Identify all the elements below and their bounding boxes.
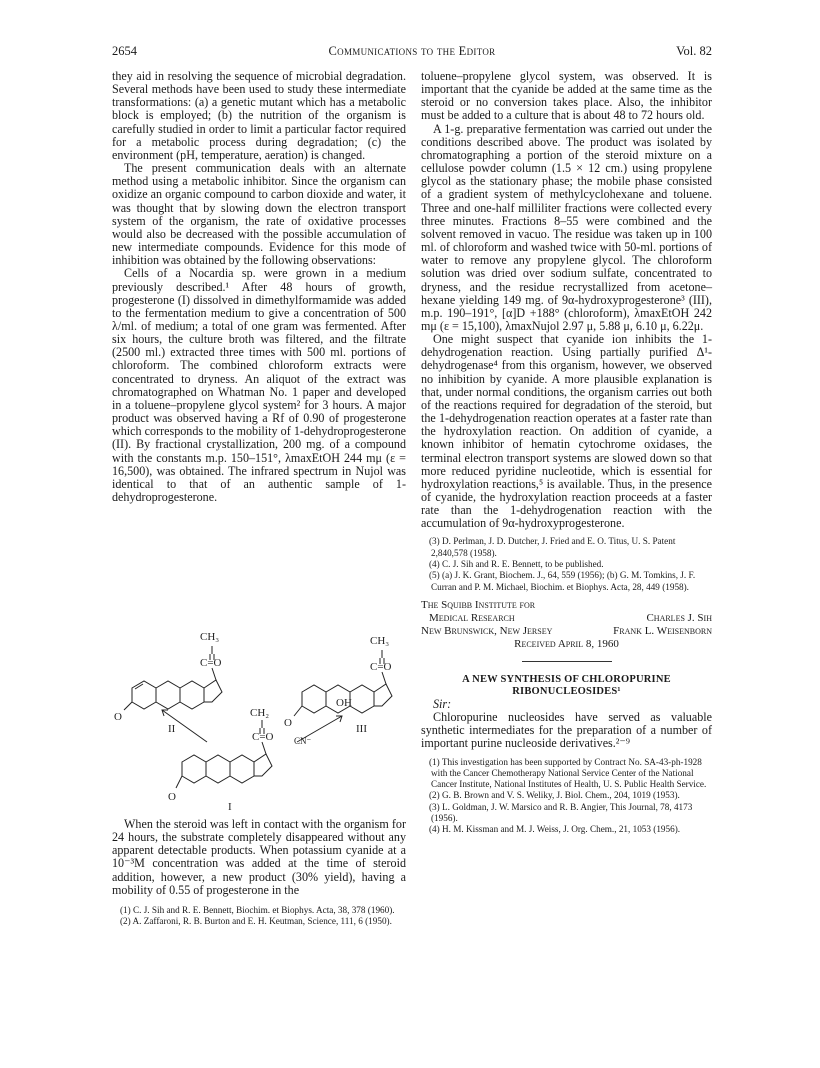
- paragraph: toluene–propylene glycol system, was observed. It is important that the cyanide be added at the same time as the steroid or no conversion takes place. Also, the inhibitor must be added to a culture that is about 48 to 72 hours old.: [421, 69, 712, 123]
- paragraph: Cells of a Nocardia sp. were grown in a medium previously described.¹ After 48 hours of growth, progesterone (I) dissolved in dimethylformamide was added to the fermentation medium to give a concentration of 500 λ/ml. of medium; a total of one gram was fermented. After six hours, the culture broth was filtered, and the filtrate (2500 ml.) extracted three times with 500 ml. portions of chloroform. The combined chloroform extracts were concentrated to dryness. An aliquot of the extract was chromatographed on Whatman No. 1 paper and developed in a toluene–propylene glycol system² for 3 hours. A major product was observed having a Rf of 0.90 of progesterone which corresponds to the mobility of 1-dehydroprogesterone (II). By fractional crystallization, 200 mg. of a compound with the constants m.p. 150–151°, λmaxEtOH 244 mμ (ε = 16,500), was obtained. The infrared spectrum in Nujol was identical to that of an authentic sample of 1-dehydroprogesterone.: [112, 266, 406, 504]
- footnote: (5) (a) J. K. Grant, Biochem. J., 64, 559 (1956); (b) G. M. Tomkins, J. F. Curran and P. M. Michael, Biochim. et Biophys. Acta, 28, 449 (1958).: [429, 570, 696, 592]
- footnote: (2) G. B. Brown and V. S. Weliky, J. Biol. Chem., 204, 1019 (1953).: [429, 790, 680, 801]
- institution-line: The Squibb Institute for: [421, 598, 536, 611]
- paragraph: The present communication deals with an alternate method using a metabolic inhibitor. Since the organism can oxidize an organic compound to carbon dioxide and water, it was thought that by slowing down the electron transport system of the organism, the rate of oxidative processes would also be decreased with the possible accumulation of new intermediate compounds. Evidence for this mode of inhibition was obtained by the following observations:: [112, 161, 406, 268]
- volume-label: Vol. 82: [676, 44, 712, 58]
- paragraph: Chloropurine nucleosides have served as valuable synthetic intermediates for the preparation of a number of important purine nucleoside derivatives.²⁻⁹: [421, 710, 712, 751]
- label-oxygen: O: [168, 791, 176, 803]
- footnotes: [112, 905, 406, 928]
- label-oxygen: O: [284, 717, 292, 729]
- author-name: Charles J. Sih: [646, 611, 712, 624]
- footnote: (3) D. Perlman, J. D. Dutcher, J. Fried and E. O. Titus, U. S. Patent 2,840,578 (1958).: [429, 536, 676, 558]
- footnote: (1) This investigation has been supported by Contract No. SA-43-ph-1928 with the Cancer Chemotherapy National Service Center of the National Cancer Institute, National Institutes of Health, U. S. Public Health Service.: [429, 756, 707, 790]
- label-co: C=O: [252, 731, 274, 743]
- page-header: [112, 44, 712, 60]
- article-title: A NEW SYNTHESIS OF CHLOROPURINE RIBONUCLEOSIDES¹: [462, 673, 671, 697]
- label-co: C=O: [200, 657, 222, 669]
- footnotes: [421, 757, 712, 836]
- footnotes: [421, 536, 712, 592]
- footnote: (4) C. J. Sih and R. E. Bennett, to be published.: [429, 559, 604, 570]
- footnote: (2) A. Zaffaroni, R. B. Burton and E. H. Keutman, Science, 111, 6 (1950).: [120, 916, 392, 927]
- right-column: [421, 70, 712, 836]
- label-cyanide: CN⁻: [294, 736, 312, 746]
- city-line: New Brunswick, New Jersey: [421, 624, 553, 637]
- label-ch3: CH₃: [200, 631, 220, 643]
- footnote: (4) H. M. Kissman and M. J. Weiss, J. Org. Chem., 21, 1053 (1956).: [429, 824, 681, 835]
- reaction-scheme-diagram: [112, 630, 406, 812]
- page-number: 2654: [112, 44, 137, 58]
- label-compound-i: I: [228, 801, 232, 812]
- label-oh: OH: [336, 697, 352, 709]
- section-divider: [522, 661, 612, 662]
- footnote: (3) L. Goldman, J. W. Marsico and R. B. Angier, This Journal, 78, 4173 (1956).: [429, 801, 693, 824]
- salutation: Sir:: [433, 696, 452, 711]
- paragraph: When the steroid was left in contact with the organism for 24 hours, the substrate completely disappeared without any apparent detectable products. When potassium cyanide at a 10⁻³M concentration was added at the time of steroid addition, however, a new product (30% yield), having a mobility of 0.55 of progesterone in the: [112, 817, 406, 897]
- signature-block: [421, 599, 712, 651]
- label-ch3: CH₃: [370, 635, 390, 647]
- footnote: (1) C. J. Sih and R. E. Bennett, Biochim. et Biophys. Acta, 38, 378 (1960).: [120, 904, 395, 915]
- journal-section-title: Communications to the Editor: [328, 44, 496, 58]
- paragraph: A 1-g. preparative fermentation was carried out under the conditions described above. The product was isolated by chromatographing a portion of the steroid mixture on a cellulose powder column (1.5 × 12 cm.) using propylene glycol as the stationary phase; the mobile phase consisted of a gradient system of methylcyclohexane and toluene. Three and one-half milliliter fractions were collected every three minutes. Fractions 8–55 were combined and the solvent removed in vacuo. The residue was taken up in 100 ml. of chloroform and washed twice with 50-ml. portions of water to remove any propylene glycol. The chloroform solution was dried over sodium sulfate, concentrated to dryness, and the residue recrystallized from acetone–hexane yielding 149 mg. of 9α-hydroxyprogesterone³ (III), m.p. 190–191°, [α]D +188° (chloroform), λmaxEtOH 242 mμ (ε = 15,100), λmaxNujol 2.97 μ, 5.88 μ, 6.10 μ, 6.22μ.: [421, 121, 712, 333]
- label-compound-iii: III: [356, 723, 367, 735]
- left-column-bottom: [112, 818, 406, 928]
- author-name: Frank L. Weisenborn: [613, 624, 712, 637]
- label-ch2: CH₂: [250, 707, 270, 719]
- received-date: Received April 8, 1960: [514, 637, 619, 650]
- label-compound-ii: II: [168, 723, 176, 735]
- paragraph: One might suspect that cyanide ion inhibits the 1-dehydrogenation reaction. Using partially purified Δ¹-dehydrogenase⁴ from this organism, however, we observed no inhibition by cyanide. A more plausible explanation is that, under normal conditions, the organism carries out both of the reactions required for degradation of the steroid, but the 1-dehydrogenation reaction operates at a faster rate than the hydroxylation reaction. On addition of cyanide, a known inhibitor of hematin cytochrome oxidases, the terminal electron transport systems are slowed down so that more reduced pyridine nucleotide, which is essential for hydroxylation reactions,⁵ is available. Thus, in the presence of cyanide, the hydroxylation reaction proceeds at a faster rate than the 1-dehydrogenation reaction with the accumulation of 9α-hydroxyprogesterone.: [421, 332, 712, 531]
- left-column: [112, 70, 406, 504]
- paragraph: they aid in resolving the sequence of microbial degradation. Several methods have been used to study these intermediate transformations: (a) a genetic mutant which has a metabolic block is employed; (b) the nutrition of the organism is carefully studied in order to limit a particular factor required for a metabolic process during degradation; (c) the environment (pH, temperature, aeration) is changed.: [112, 69, 406, 162]
- institution-line: Medical Research: [429, 611, 515, 624]
- label-oxygen: O: [114, 711, 122, 723]
- label-co: C=O: [370, 661, 392, 673]
